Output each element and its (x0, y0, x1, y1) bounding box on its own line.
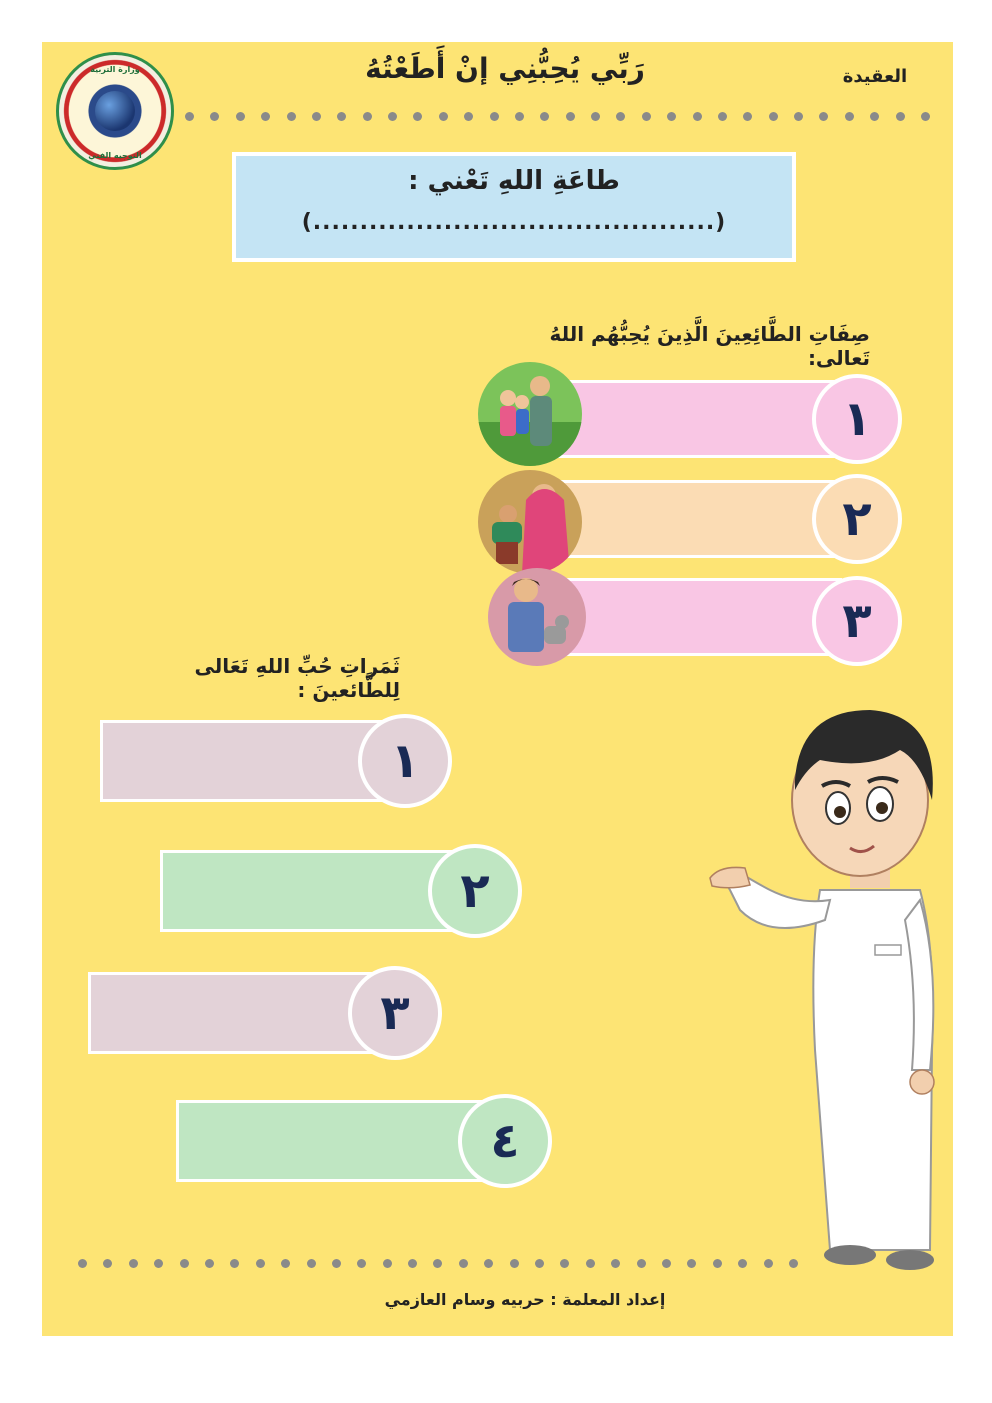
fruit-answer-bar-1[interactable] (100, 720, 400, 802)
fruit-answer-bar-4[interactable] (176, 1100, 506, 1182)
fruits-heading: ثَمَراتِ حُبِّ اللهِ تَعَالى لِلطَّائعينَ : (194, 654, 400, 702)
fruit-number-2: ٢ (428, 844, 522, 938)
globe-icon (95, 91, 135, 131)
fruit-number-4: ٤ (458, 1094, 552, 1188)
traits-heading: صِفَاتِ الطَّائِعِينَ الَّذِينَ يُحِبُّهُم اللهُ تَعالى: (549, 322, 870, 370)
trait-number-2: ٢ (812, 474, 902, 564)
trait-illustration-3 (488, 568, 586, 666)
fruit-number-1: ١ (358, 714, 452, 808)
dotted-divider-top (185, 110, 930, 122)
boy-illustration (700, 690, 960, 1290)
logo-text-top: وزارة التربية (90, 65, 140, 74)
dotted-divider-bottom (78, 1257, 798, 1269)
ministry-logo (56, 52, 174, 170)
trait-answer-bar-2[interactable] (552, 480, 842, 558)
trait-illustration-2 (478, 470, 582, 574)
definition-question: طاعَةِ اللهِ تَعْني : (408, 166, 620, 196)
trait-number-3: ٣ (812, 576, 902, 666)
subject-label: العقيدة (842, 66, 908, 87)
trait-answer-bar-3[interactable] (552, 578, 842, 656)
teacher-credit: إعداد المعلمة : حربيه وسام العازمي (384, 1290, 666, 1309)
definition-answer-blank[interactable]: (...........................................) (301, 210, 727, 235)
page-title: رَبِّي يُحِبُّنِي إنْ أَطَعْتُهُ (365, 52, 645, 85)
trait-answer-bar-1[interactable] (552, 380, 842, 458)
trait-illustration-1 (478, 362, 582, 466)
logo-text-bottom: التوجيه الفني (88, 151, 142, 160)
trait-number-1: ١ (812, 374, 902, 464)
fruit-number-3: ٣ (348, 966, 442, 1060)
